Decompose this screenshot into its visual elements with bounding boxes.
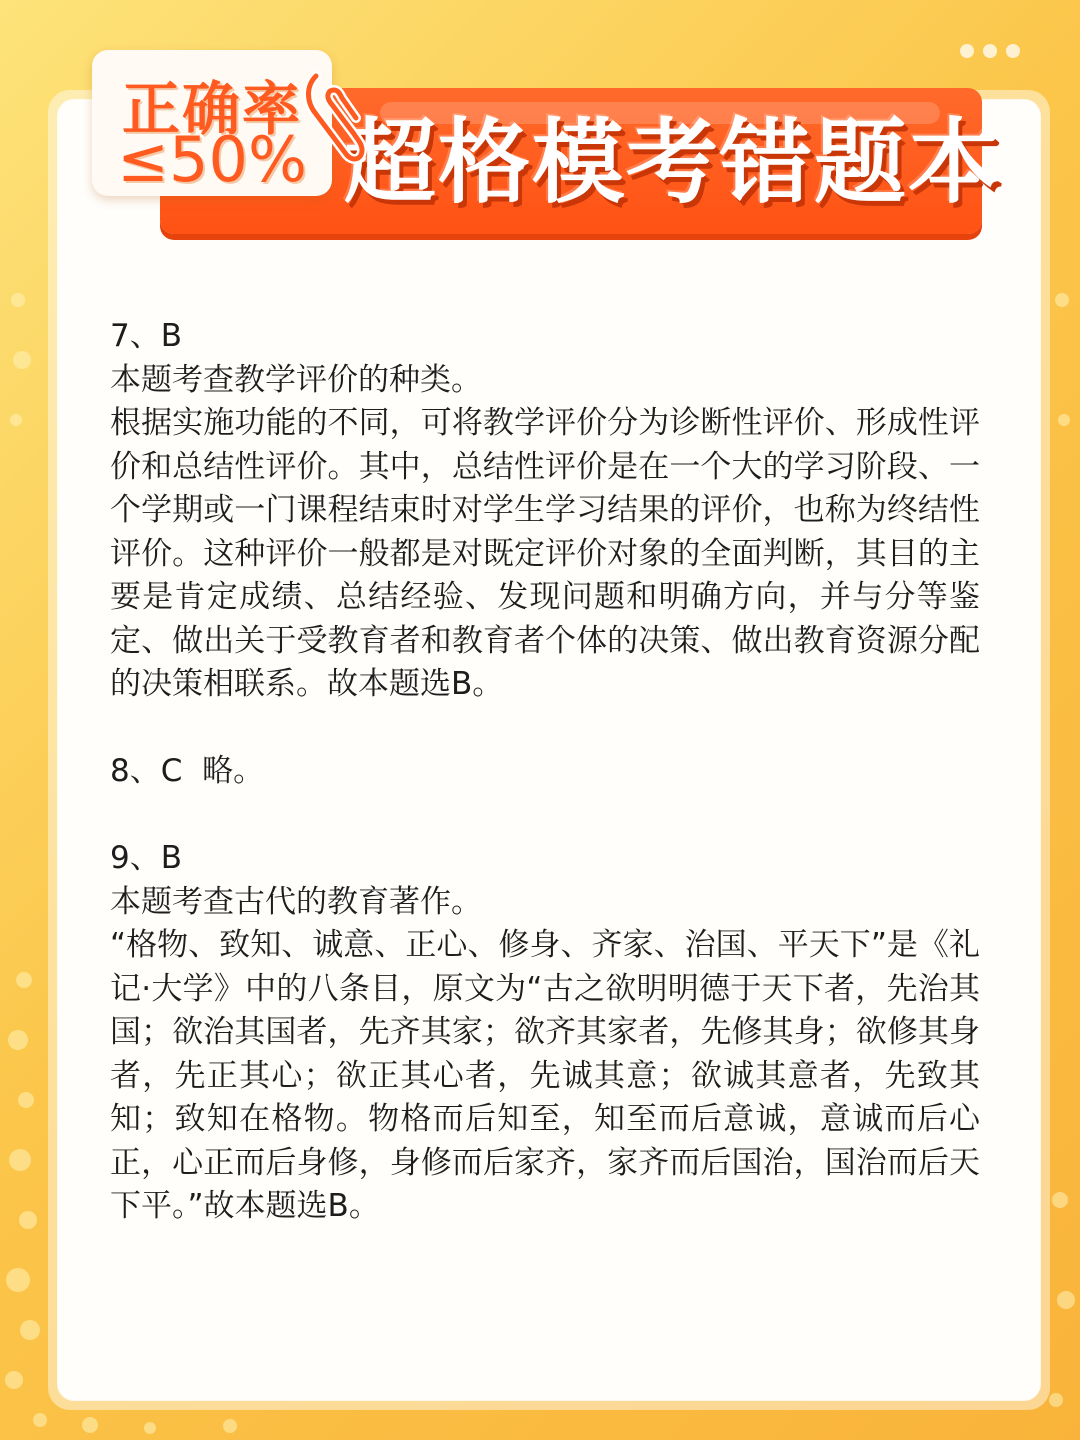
answer-topic: 本题考查教学评价的种类。: [110, 361, 482, 398]
badge-label: 正确率: [121, 75, 302, 143]
answer-explanation: “格物、致知、诚意、正心、修身、齐家、治国、平天下”是《礼记·大学》中的八条目，原文为“古之欲明明德于天下者，先治其国；欲治其国者，先齐其家；欲齐其家者，先修其身；欲修其身者，先正其心；欲正其心者，先诚其意；欲诚其意者，先致其知；致知在格物。物格而后知至，知至而后意诚，意诚而后心正，心正而后身修，身修而后家齐，家齐而后国治，国治而后天下平。”故本题选B。: [110, 927, 980, 1224]
answer-heading: 9、B: [110, 840, 182, 876]
paperclip-icon: [296, 62, 368, 172]
answer-heading: 7、B: [110, 318, 182, 354]
answer-item-7: [110, 315, 980, 707]
answer-item-9: [110, 837, 980, 1229]
answer-heading: 8、C 略。: [110, 753, 265, 789]
answer-explanation: 根据实施功能的不同，可将教学评价分为诊断性评价、形成性评价和总结性评价。其中，总结性评价是在一个大的学习阶段、一个学期或一门课程结束时对学生学习结果的评价，也称为终结性评价。这种评价一般都是对既定评价对象的全面判断，其目的主要是肯定成绩、总结经验、发现问题和明确方向，并与分等鉴定、做出关于受教育者和教育者个体的决策、做出教育资源分配的决策相联系。故本题选B。: [110, 405, 980, 702]
more-options-dots-icon: [960, 44, 1020, 58]
page-title: 超格模考错题本: [344, 109, 1003, 216]
answer-item-8: [110, 750, 980, 794]
answer-explanations: [110, 315, 980, 1229]
answer-topic: 本题考查古代的教育著作。: [110, 883, 482, 920]
badge-value: ≤50%: [117, 123, 307, 196]
